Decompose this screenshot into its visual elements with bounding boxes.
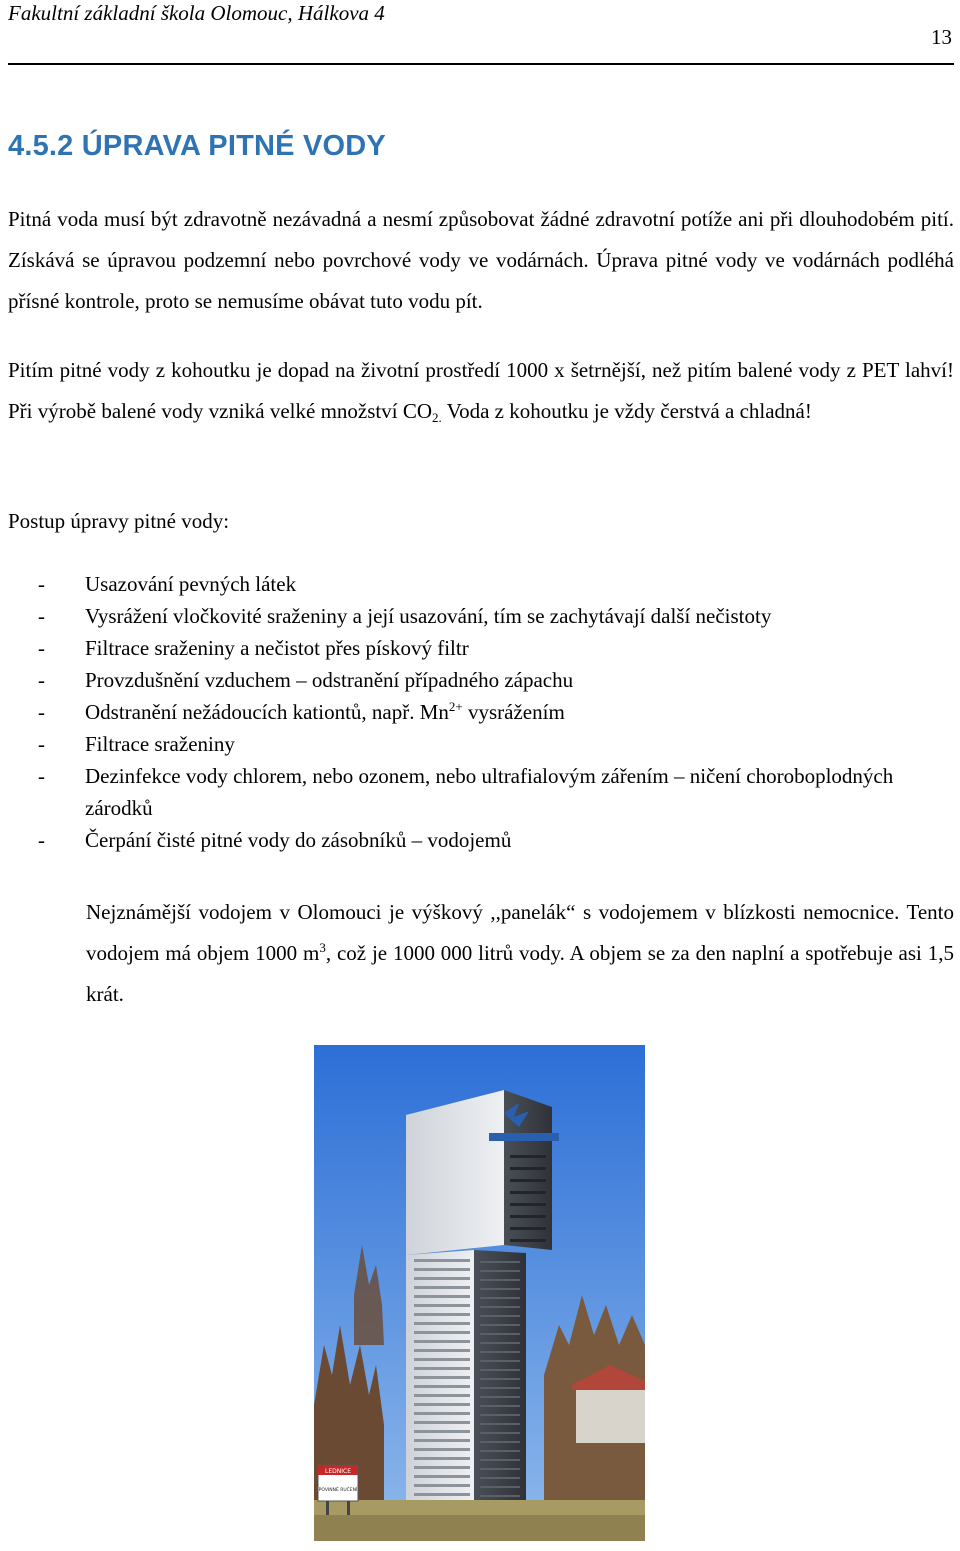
procedure-steps-list <box>8 568 954 856</box>
header-divider <box>8 63 954 65</box>
header-school-name: Fakultní základní škola Olomouc, Hálkova 4 <box>8 1 385 25</box>
section-heading: 4.5.2 ÚPRAVA PITNÉ VODY <box>8 130 386 162</box>
list-item: - Vysrážení vločkovité sraženiny a její usazování, tím se zachytávají další nečistoty <box>8 600 954 632</box>
list-item: - Usazování pevných látek <box>8 568 954 600</box>
environment-paragraph <box>8 350 954 432</box>
list-item: - Provzdušnění vzduchem – odstranění případného zápachu <box>8 664 954 696</box>
list-item: - Odstranění nežádoucích kationtů, např. $Mn^{2+}$ vysrážením <box>8 696 954 728</box>
list-marker: - <box>38 828 45 852</box>
water-tower-photo <box>314 1045 645 1541</box>
list-marker: - <box>38 764 45 788</box>
environment-text-a: Pitím pitné vody z kohoutku je dopad na životní prostředí 1000 x šetrnější, než pitím balené vody z PET lahví! Při výrobě balené vody vzniká velké množství CO <box>8 358 954 423</box>
environment-text-b: Voda z kohoutku je vždy čerstvá a chladná! <box>441 399 812 423</box>
list-marker: - <box>38 700 45 724</box>
mn-charge-superscript: 2+ <box>448 699 463 714</box>
list-marker: - <box>38 732 45 756</box>
svg-text:POVINNÉ RUČENÍ: POVINNÉ RUČENÍ <box>318 1488 358 1493</box>
list-item: - Filtrace sraženiny a nečistot přes pískový filtr <box>8 632 954 664</box>
list-item: - Dezinfekce vody chlorem, nebo ozonem, nebo ultrafialovým zářením – ničení choroboplodných zárodků <box>8 760 954 824</box>
list-marker: - <box>38 636 45 660</box>
list-marker: - <box>38 668 45 692</box>
intro-paragraph: Pitná voda musí být zdravotně nezávadná a nesmí způsobovat žádné zdravotní potíže ani při dlouhodobém pití. Získává se úpravou podzemní nebo povrchové vody ve vodárnách. Úprava pitné vody ve vodárnách podléhá přísné kontrole, proto se nemusíme obávat tuto vodu pít. <box>8 207 954 313</box>
page-number: 13 <box>931 25 952 49</box>
tower-shaft-right <box>474 1250 526 1500</box>
list-marker: - <box>38 604 45 628</box>
list-marker: - <box>38 572 45 596</box>
list-item: - Čerpání čisté pitné vody do zásobníků – vodojemů <box>8 824 954 856</box>
tower-top-left-face <box>406 1090 504 1255</box>
procedure-intro: Postup úpravy pitné vody: <box>8 509 230 533</box>
svg-text:LEDNICE: LEDNICE <box>325 1468 351 1475</box>
house-right <box>576 1383 645 1443</box>
list-item: - Filtrace sraženiny <box>8 728 954 760</box>
cubic-superscript: 3 <box>319 940 326 955</box>
water-tower-paragraph: Nejznámější vodojem v Olomouci je výškový ,,panelák“ s vodojemem v blízkosti nemocnice. Tento vodojem má objem 1000 $m^3$, což je 1000 000 litrů vody. A objem se za den naplní a spotřebuje asi 1,5 krát. <box>86 900 954 1006</box>
co2-subscript: 2. <box>432 410 442 425</box>
